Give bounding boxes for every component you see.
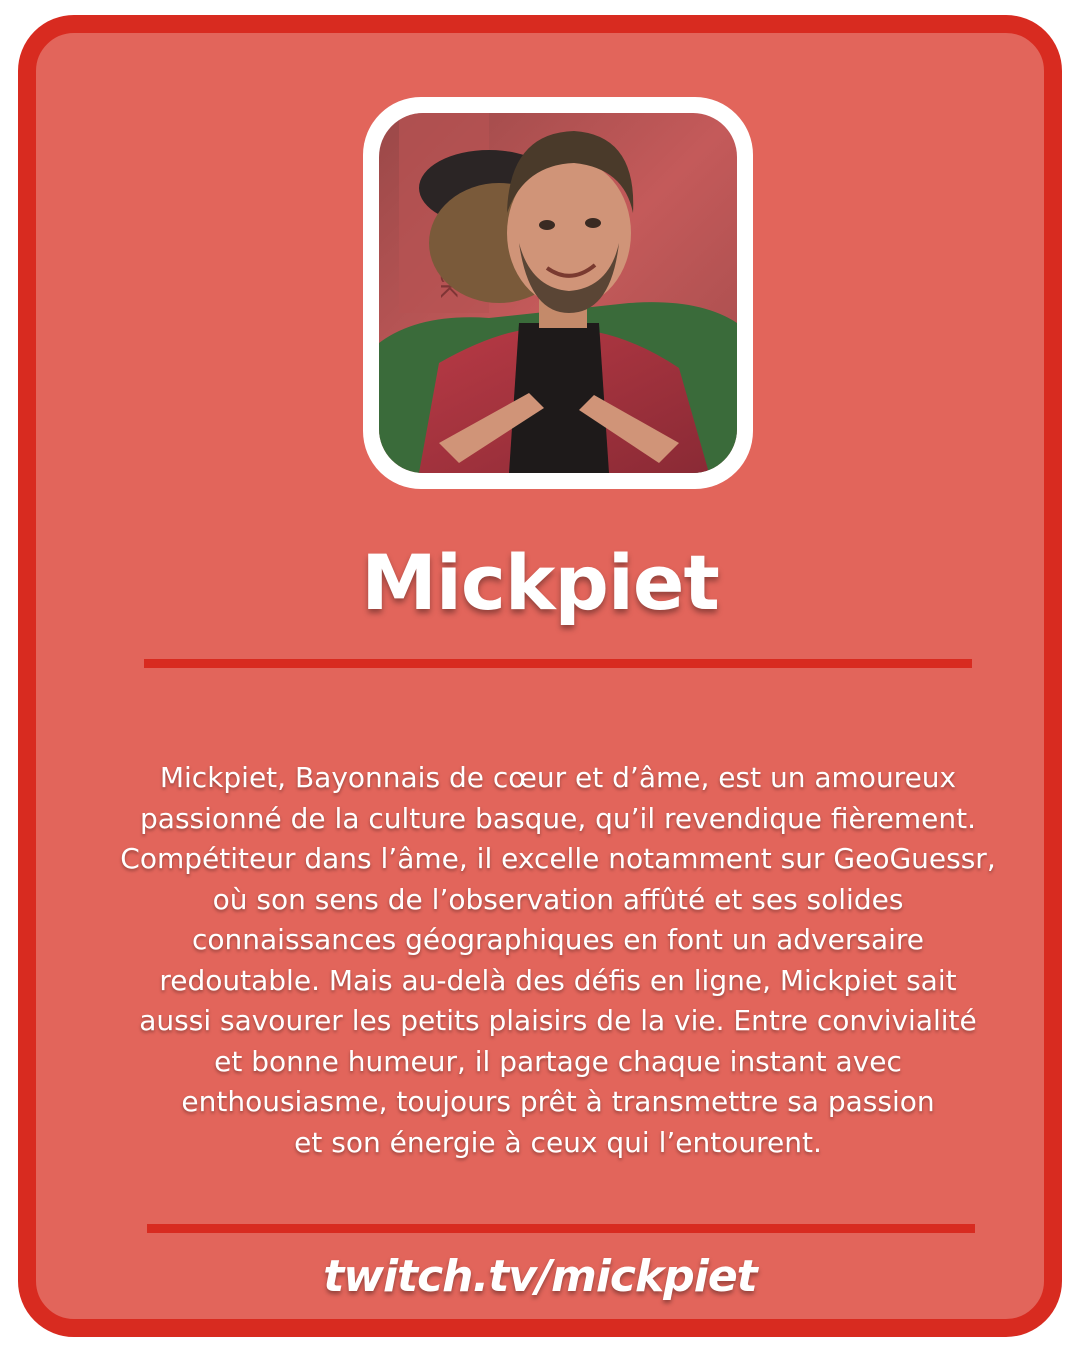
bio-line: Mickpiet, Bayonnais de cœur et d’âme, est un amoureux	[159, 761, 957, 794]
top-divider	[144, 659, 972, 668]
profile-photo	[379, 113, 737, 473]
profile-card	[18, 15, 1062, 1337]
bio-line: enthousiasme, toujours prêt à transmettre sa passion	[181, 1085, 935, 1118]
bio-line: redoutable. Mais au-delà des défis en ligne, Mickpiet sait	[159, 963, 957, 997]
bio-line: connaissances géographiques en font un adversaire	[191, 923, 925, 956]
twitch-link[interactable]: twitch.tv/mickpiet	[323, 1251, 757, 1302]
profile-name: Mickpiet	[361, 538, 719, 627]
bio-line: passionné de la culture basque, qu’il revendique fièrement.	[140, 801, 976, 835]
bio-line: et son énergie à ceux qui l’entourent.	[294, 1125, 822, 1159]
bio-line: où son sens de l’observation affûté et ses solides	[212, 882, 904, 916]
bio-line: Compétiteur dans l’âme, il excelle notamment sur GeoGuessr,	[120, 842, 996, 875]
profile-bio	[60, 758, 1056, 1163]
bio-line: aussi savourer les petits plaisirs de la vie. Entre convivialité	[139, 1004, 977, 1037]
profile-photo-frame	[363, 97, 753, 489]
bio-line: et bonne humeur, il partage chaque instant avec	[214, 1044, 902, 1078]
bottom-divider	[147, 1224, 975, 1233]
